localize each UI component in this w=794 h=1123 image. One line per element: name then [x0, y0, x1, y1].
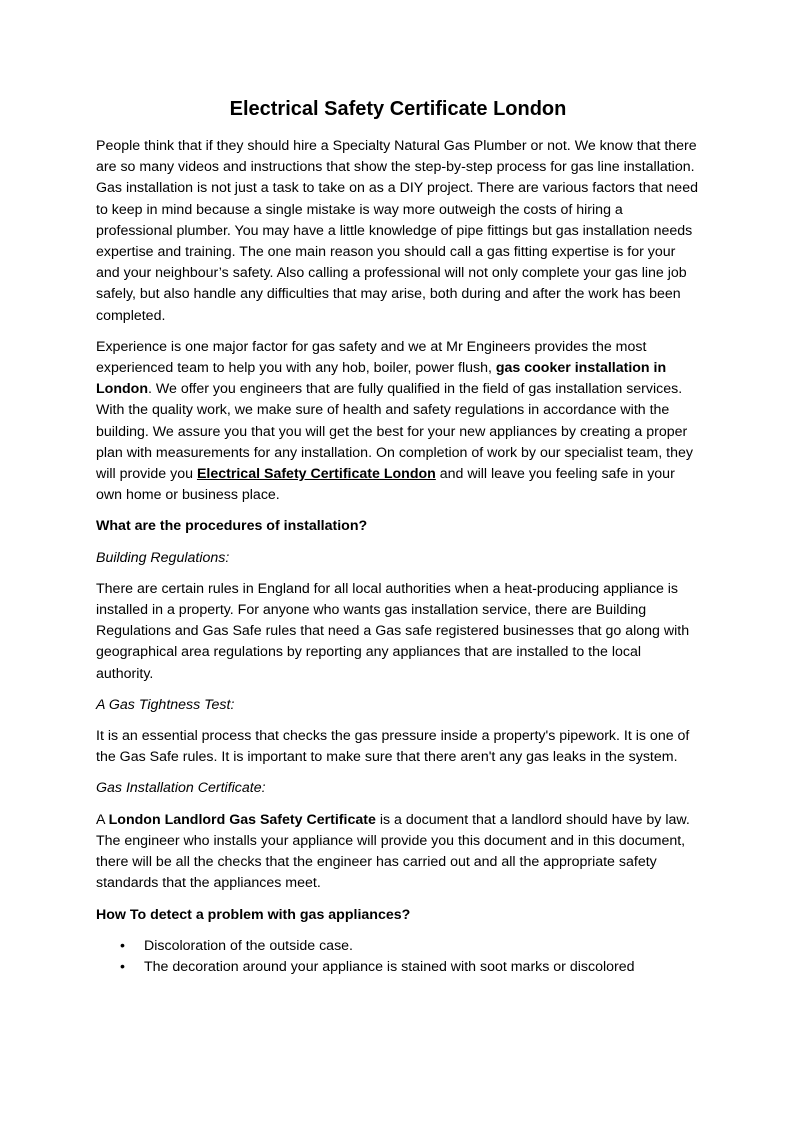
list-item-text: The decoration around your appliance is stained with soot marks or discolored — [144, 958, 635, 975]
building-regulations-paragraph: There are certain rules in England for all local authorities when a heat-producing appliance is installed in a property. For anyone who wants gas installation service, there are Building Regulations and Gas Safe rules that need a Gas safe registered businesses that go along with geographical area regulations by reporting any appliances that are installed to the local authority. — [96, 580, 690, 682]
intro-paragraph: People think that if they should hire a Specialty Natural Gas Plumber or not. We know that there are so many videos and instructions that show the step-by-step process for gas line installation. Gas installation is not just a task to take on as a DIY project. There are various factors that need to keep in mind because a single mistake is way more outweigh the costs of hiring a professional plumber. You may have a little knowledge of pipe fittings but gas installation needs expertise and training. The one main reason you should call a gas fitting expertise is for your and your neighbour’s safety. Also calling a professional will not only complete your gas line job safely, but also handle any difficulties that may arise, both during and after the work has been completed. — [96, 138, 698, 324]
bullet-icon: • — [120, 958, 125, 975]
gas-installation-certificate-subheading: Gas Installation Certificate: — [96, 780, 266, 797]
gas-installation-certificate-paragraph — [96, 810, 700, 895]
certificate-text-1: A — [96, 811, 109, 828]
gas-tightness-test-subheading: A Gas Tightness Test: — [96, 696, 235, 713]
page-title: Electrical Safety Certificate London — [229, 98, 567, 120]
certificate-text-2: is a document that a landlord should have by law. The engineer who installs your appliance will provide you this document and in this document, there will be all the checks that the engineer has carried out and all the appropriate safety standards that the appliances meet. — [96, 811, 690, 892]
experience-text-3: and will leave you feeling safe in your own home or business place. — [96, 466, 675, 504]
experience-text-1: Experience is one major factor for gas safety and we at Mr Engineers provides the most experienced team to help you with any hob, boiler, power flush, — [96, 338, 647, 377]
gas-cooker-installation-bold: gas cooker installation in London — [96, 360, 667, 398]
landlord-gas-safety-certificate-bold: London Landlord Gas Safety Certificate — [108, 811, 376, 828]
list-item-text: Discoloration of the outside case. — [144, 937, 353, 954]
electrical-safety-certificate-link[interactable]: Electrical Safety Certificate London — [196, 466, 436, 483]
procedures-heading: What are the procedures of installation? — [96, 518, 368, 535]
detect-problem-heading: How To detect a problem with gas appliances? — [96, 906, 411, 923]
list-item — [120, 957, 700, 978]
experience-text-2: . We offer you engineers that are fully qualified in the field of gas installation services. With the quality work, we make sure of health and safety regulations in accordance with the building. We assure you that you will get the best for your new appliances by creating a proper plan with measurements for any installation. On completion of work by our specialist team, they will provide you — [96, 381, 693, 483]
bullet-icon: • — [120, 937, 125, 954]
document-page — [96, 96, 700, 978]
experience-paragraph — [96, 337, 700, 507]
building-regulations-subheading: Building Regulations: — [96, 549, 230, 566]
problem-signs-list — [96, 936, 700, 978]
gas-tightness-test-paragraph: It is an essential process that checks the gas pressure inside a property's pipework. It is one of the Gas Safe rules. It is important to make sure that there aren't any gas leaks in the system. — [96, 728, 690, 766]
list-item — [120, 936, 700, 957]
